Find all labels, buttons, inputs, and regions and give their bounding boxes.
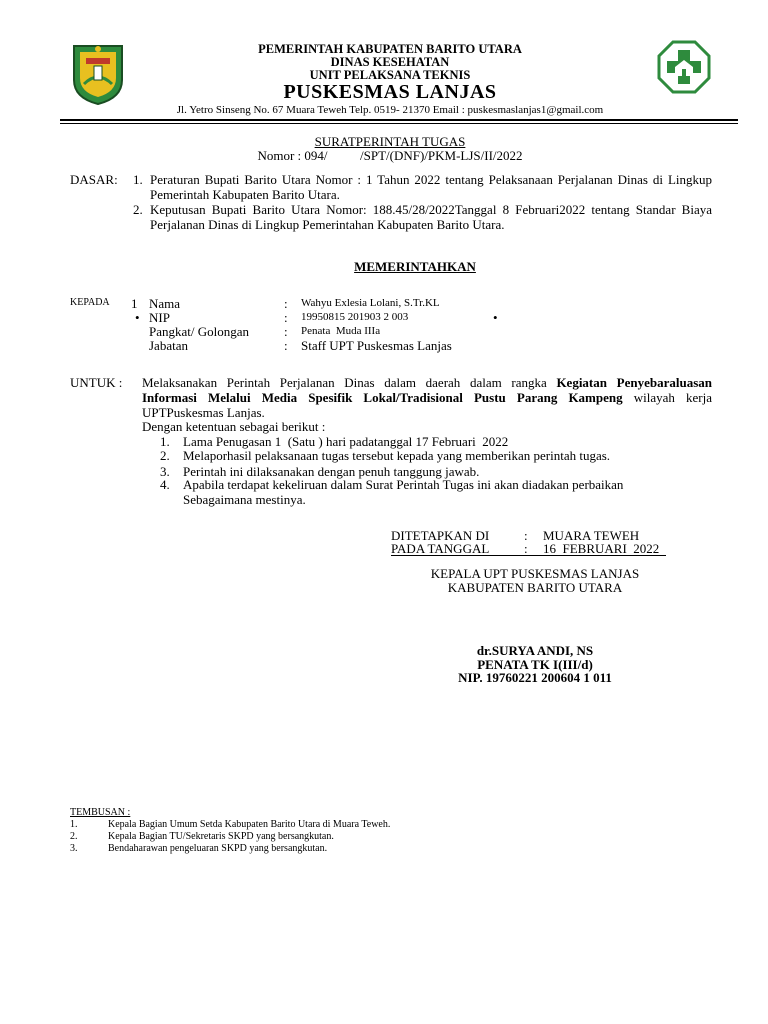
signer-name: dr.SURYA ANDI, NS (476, 643, 594, 658)
header-address: Jl. Yetro Sinseng No. 67 Muara Teweh Telp. 0519- 21370 Email : puskesmaslanjas1@gmail.com (176, 104, 604, 116)
kepada-row-label: Jabatan (149, 338, 188, 353)
ketentuan-text: Lama Penugasan 1 (Satu ) hari padatanggal 17 Februari 2022 (183, 434, 509, 449)
kepada-row-value: 19950815 201903 2 003 (301, 311, 409, 323)
tembusan-num: 1. (70, 819, 78, 830)
tembusan-text: Bendaharawan pengeluaran SKPD yang bersangkutan. (108, 843, 328, 854)
kepada-row-label: Nama (149, 296, 181, 311)
dasar-item-text: Keputusan Bupati Barito Utara Nomor: 188.45/28/2022Tanggal 8 Februari2022 tentang Standar Biaya Perjalanan Dinas di Lingkup Pemerintahan Kabupaten Barito Utara. (150, 202, 712, 232)
header-rule-thick (60, 119, 738, 121)
kepada-row-value: Wahyu Exlesia Lolani, S.Tr.KL (301, 297, 440, 309)
dasar-item-num: 1. (133, 172, 143, 187)
tembusan-text: Kepala Bagian Umum Setda Kabupaten Barito Utara di Muara Teweh. (108, 819, 391, 830)
signer-position-2: KABUPATEN BARITO UTARA (447, 580, 623, 595)
doc-title: SURATPERINTAH TUGAS (314, 134, 466, 149)
tembusan-num: 2. (70, 831, 78, 842)
tanggal-value: 16 FEBRUARI 2022 (543, 541, 660, 556)
untuk-label: UNTUK : (70, 375, 123, 390)
kepada-row-sep: : (284, 310, 288, 325)
ketentuan-text: Apabila terdapat kekeliruan dalam Surat Perintah Tugas ini akan diadakan perbaikan Sebagaimana mestinya. (183, 477, 624, 507)
header-line-department: DINAS KESEHATAN (330, 55, 450, 69)
tembusan-label: TEMBUSAN : (70, 807, 131, 818)
signer-rank: PENATA TK I(III/d) (477, 657, 593, 672)
kepada-row-value: Staff UPT Puskesmas Lanjas (301, 338, 452, 353)
tanggal-label: PADA TANGGAL (391, 541, 490, 556)
kepada-row-sep: : (284, 338, 288, 353)
ditetapkan-value: MUARA TEWEH (543, 528, 640, 543)
header-rule-thin (60, 123, 738, 124)
ketentuan-num: 4. (160, 477, 170, 492)
memerintahkan-heading: MEMERINTAHKAN (354, 259, 476, 274)
header-title: PUSKESMAS LANJAS (283, 81, 497, 103)
doc-number: Nomor : 094/ /SPT/(DNF)/PKM-LJS/II/2022 (257, 148, 523, 163)
dasar-item-num: 2. (133, 202, 143, 217)
kepada-row-sep: : (284, 296, 288, 311)
untuk-paragraph: Melaksanakan Perintah Perjalanan Dinas dalam daerah dalam rangka Kegiatan Penyebaraluasan Informasi Melalui Media Spesifik Lokal/Tradisional Pustu Parang Kampeng wilayah kerja UPTPuskesmas Lanjas. (142, 375, 712, 420)
tembusan-text: Kepala Bagian TU/Sekretaris SKPD yang bersangkutan. (108, 831, 334, 842)
tembusan-num: 3. (70, 843, 78, 854)
kepada-row-label: NIP (149, 310, 170, 325)
signer-nip: NIP. 19760221 200604 1 011 (458, 670, 612, 685)
header-line-unit: UNIT PELAKSANA TEKNIS (309, 68, 471, 82)
ketentuan-num: 2. (160, 448, 170, 463)
ditetapkan-colon: : (524, 528, 528, 543)
regency-logo-icon (70, 40, 126, 106)
signer-position-1: KEPALA UPT PUSKESMAS LANJAS (430, 566, 640, 581)
kepada-row-sep: : (284, 324, 288, 339)
ketentuan-intro: Dengan ketentuan sebagai berikut : (142, 419, 326, 434)
ditetapkan-label: DITETAPKAN DI (391, 528, 490, 543)
ketentuan-num: 3. (160, 464, 170, 479)
ketentuan-text: Melaporhasil pelaksanaan tugas tersebut kepada yang memberikan perintah tugas. (183, 448, 611, 463)
kepada-row-value: Penata Muda IIIa (301, 325, 381, 337)
kepada-row-label: Pangkat/ Golongan (149, 324, 250, 339)
kepada-number: 1 (131, 296, 138, 311)
bullet-icon: • (135, 310, 140, 325)
kepada-label: KEPADA (70, 297, 110, 308)
ketentuan-num: 1. (160, 434, 170, 449)
dasar-label: DASAR: (70, 172, 118, 187)
health-logo-icon (657, 40, 711, 94)
bullet-icon: • (493, 310, 498, 325)
dasar-item-text: Peraturan Bupati Barito Utara Nomor : 1 Tahun 2022 tentang Pelaksanaan Perjalanan Dinas di Lingkup Pemerintah Kabupaten Barito Utara. (150, 172, 712, 202)
header-line-government: PEMERINTAH KABUPATEN BARITO UTARA (258, 42, 522, 56)
ketentuan-text: Perintah ini dilaksanakan dengan penuh tanggung jawab. (183, 464, 480, 479)
tanggal-colon: : (524, 541, 528, 556)
